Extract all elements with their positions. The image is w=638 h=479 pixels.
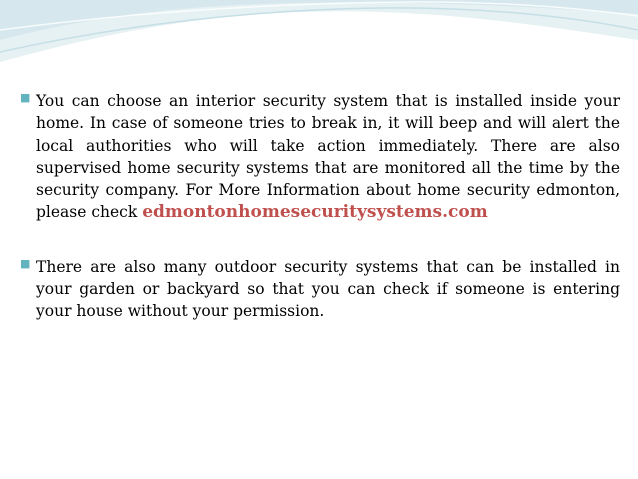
- bullet-text: There are also many outdoor security systems that can be installed in your garden or backyard so that you can check if someone is entering your house without your permission.: [36, 257, 620, 321]
- decorative-waves: [0, 0, 638, 80]
- bullet-icon: ■: [20, 91, 31, 104]
- bullet-list: [20, 90, 620, 323]
- bullet-text: You can choose an interior security system that is installed inside your home. In case of someone tries to break in, it will beep and will alert the local authorities who will take action immediately. There are also supervised home security systems that are monitored all the time by the security company. For More Information about home security edmonton, please check: [36, 92, 620, 222]
- website-link[interactable]: edmontonhomesecuritysystems.com: [142, 202, 488, 223]
- bullet-icon: ■: [20, 256, 31, 270]
- bullet-item-outdoor-security: [20, 256, 620, 323]
- bullet-item-interior-security: [20, 90, 620, 224]
